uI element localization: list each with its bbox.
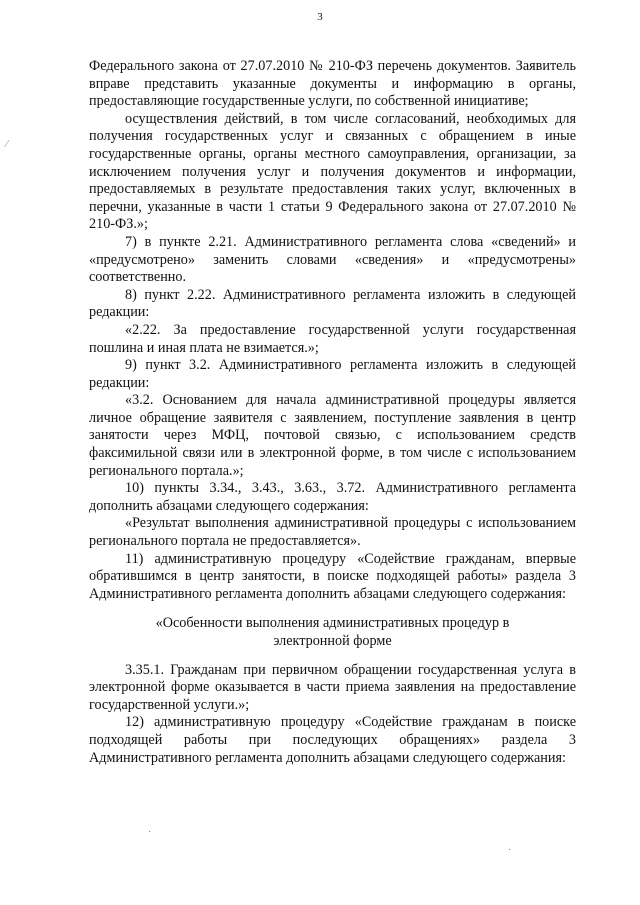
paragraph-3-item-7: 7) в пункте 2.21. Административного регламента слова «сведений» и «предусмотрено» заменить словами «сведения» и «предусмотрены» соответственно.	[89, 233, 576, 286]
section-heading: «Особенности выполнения административных процедур в электронной форме	[155, 615, 510, 649]
paragraph-9-quote-result: «Результат выполнения административной процедуры с использованием регионального портала не предоставляется».	[89, 515, 576, 550]
paragraph-10-item-11: 11) административную процедуру «Содействие гражданам, впервые обратившимся в центр занятости, в поиске подходящей работы» раздела 3 Административного регламента дополнить абзацами следующего содержания:	[89, 550, 576, 602]
scan-speck: ·	[508, 845, 512, 856]
paragraph-11-item-3-35-1: 3.35.1. Гражданам при первичном обращении государственная услуга в электронной форме оказывается в части приема заявления на предоставление государственной услуги.»;	[89, 661, 576, 713]
paragraph-2: осуществления действий, в том числе согласований, необходимых для получения государственных услуг и связанных с обращением в иные государственные органы, органы местного самоуправления, организации, за исключением получения услуг и получения документов и информации, предоставляемых в результате предоставления таких услуг, включенных в перечни, указанные в части 1 статьи 9 Федерального закона от 27.07.2010 № 210-ФЗ.»;	[89, 110, 576, 233]
document-body	[89, 58, 576, 767]
paragraph-4-item-8: 8) пункт 2.22. Административного регламента изложить в следующей редакции:	[89, 286, 576, 321]
paragraph-12-item-12: 12) административную процедуру «Содействие гражданам в поиске подходящей работы при последующих обращениях» раздела 3 Административного регламента дополнить абзацами следующего содержания:	[89, 714, 576, 766]
paragraph-6-item-9: 9) пункт 3.2. Административного регламента изложить в следующей редакции:	[89, 357, 576, 391]
paragraph-5-quote-2-22: «2.22. За предоставление государственной услуги государственная пошлина и иная плата не взимается.»;	[89, 321, 576, 356]
scan-speck: ·	[148, 827, 152, 838]
paragraph-7-quote-3-2: «3.2. Основанием для начала административной процедуры является личное обращение заявителя с заявлением, поступление заявления в центр занятости через МФЦ, почтовой связью, с использованием средств факсимильной связи или в электронной форме, в том числе с использованием регионального портала.»;	[89, 392, 576, 479]
page-number: 3	[317, 11, 323, 23]
paragraph-8-item-10: 10) пункты 3.34., 3.43., 3.63., 3.72. Административного регламента дополнить абзацами следующего содержания:	[89, 480, 576, 514]
paragraph-1: Федерального закона от 27.07.2010 № 210-ФЗ перечень документов. Заявитель вправе представить указанные документы и информацию в органы, предоставляющие государственные услуги, по собственной инициативе;	[89, 58, 576, 110]
margin-mark: ⁄	[6, 139, 8, 150]
